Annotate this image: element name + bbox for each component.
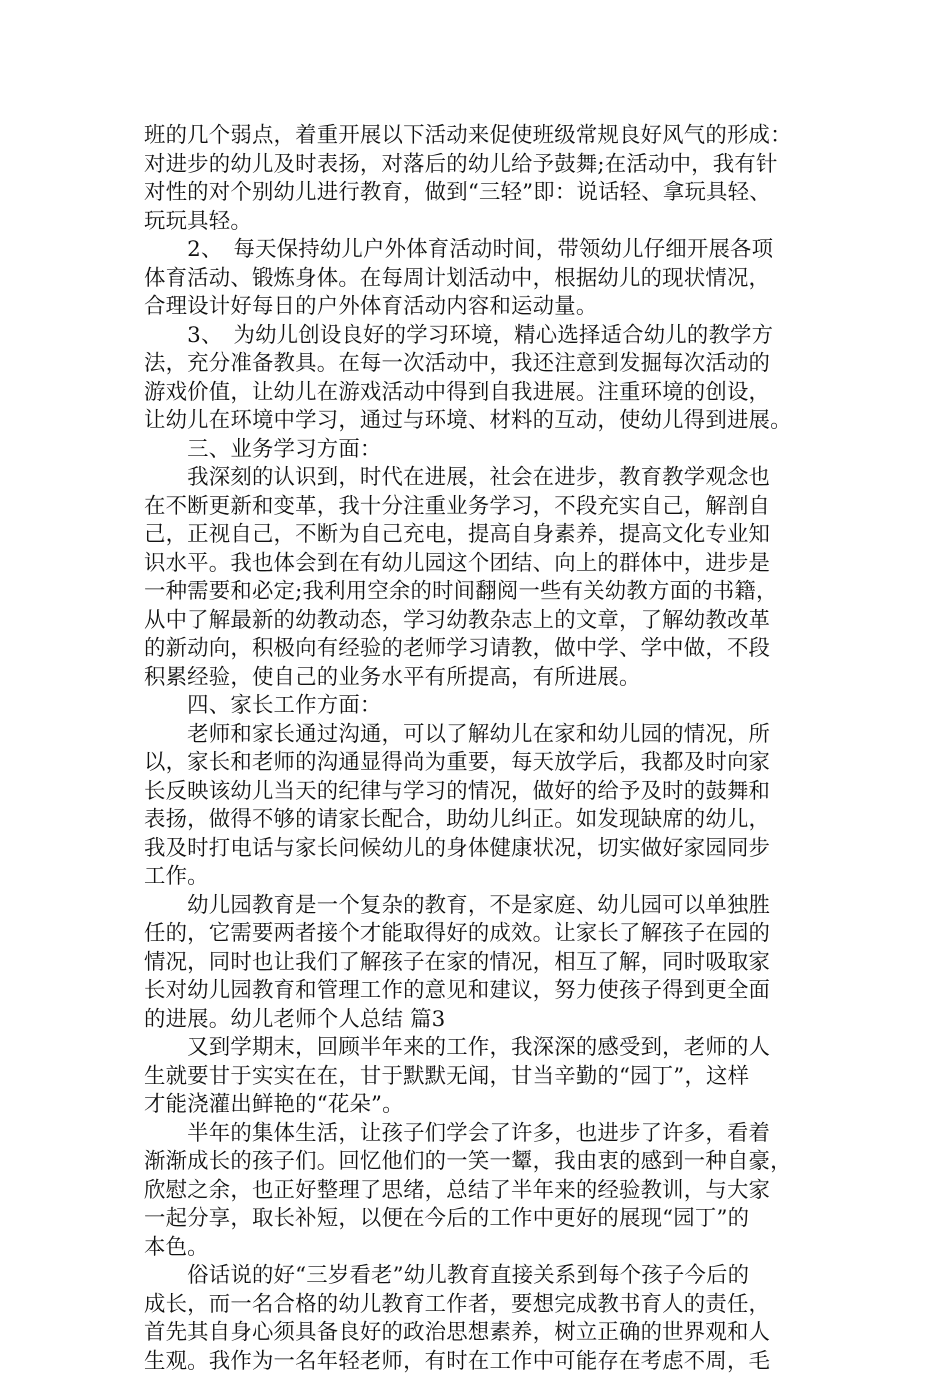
text-line: 情况，同时也让我们了解孩子在家的情况，相互了解，同时吸取家 <box>144 949 814 978</box>
body-text <box>144 122 814 1376</box>
text-line: 体育活动、锻炼身体。在每周计划活动中，根据幼儿的现状情况， <box>144 265 814 294</box>
text-line: 工作。 <box>144 863 814 892</box>
text-line: 首先其自身心须具备良好的政治思想素养，树立正确的世界观和人 <box>144 1319 814 1348</box>
text-line: 老师和家长通过沟通，可以了解幼儿在家和幼儿园的情况，所 <box>144 721 814 750</box>
text-line: 合理设计好每日的户外体育活动内容和运动量。 <box>144 293 814 322</box>
text-line: 对性的对个别幼儿进行教育，做到“三轻”即：说话轻、拿玩具轻、 <box>144 179 814 208</box>
text-line: 幼儿园教育是一个复杂的教育，不是家庭、幼儿园可以单独胜 <box>144 892 814 921</box>
text-line: 半年的集体生活，让孩子们学会了许多，也进步了许多，看着 <box>144 1120 814 1149</box>
text-line: 又到学期末，回顾半年来的工作，我深深的感受到，老师的人 <box>144 1034 814 1063</box>
text-line: 生就要甘于实实在在，甘于默默无闻，甘当辛勤的“园丁”，这样 <box>144 1063 814 1092</box>
text-line: 才能浇灌出鲜艳的“花朵”。 <box>144 1091 814 1120</box>
text-line: 欣慰之余，也正好整理了思绪，总结了半年来的经验教训，与大家 <box>144 1177 814 1206</box>
text-line: 任的，它需要两者接个才能取得好的成效。让家长了解孩子在园的 <box>144 920 814 949</box>
text-line: 识水平。我也体会到在有幼儿园这个团结、向上的群体中，进步是 <box>144 550 814 579</box>
text-line: 从中了解最新的幼教动态，学习幼教杂志上的文章，了解幼教改革 <box>144 607 814 636</box>
text-line: 让幼儿在环境中学习，通过与环境、材料的互动，使幼儿得到进展。 <box>144 407 814 436</box>
text-line: 的新动向，积极向有经验的老师学习请教，做中学、学中做，不段 <box>144 635 814 664</box>
text-line: 一起分享，取长补短，以便在今后的工作中更好的展现“园丁”的 <box>144 1205 814 1234</box>
section-heading: 四、家长工作方面： <box>144 692 814 721</box>
text-line: 己，正视自己，不断为自己充电，提高自身素养，提高文化专业知 <box>144 521 814 550</box>
text-line: 表扬，做得不够的请家长配合，助幼儿纠正。如发现缺席的幼儿， <box>144 806 814 835</box>
text-line: 一种需要和必定;我利用空余的时间翻阅一些有关幼教方面的书籍， <box>144 578 814 607</box>
text-line: 法，充分准备教具。在每一次活动中，我还注意到发掘每次活动的 <box>144 350 814 379</box>
text-line: 本色。 <box>144 1234 814 1263</box>
text-line: 在不断更新和变革，我十分注重业务学习，不段充实自己，解剖自 <box>144 493 814 522</box>
text-line: 以，家长和老师的沟通显得尚为重要，每天放学后，我都及时向家 <box>144 749 814 778</box>
text-line: 的进展。幼儿老师个人总结 篇3 <box>144 1006 814 1035</box>
text-line: 对进步的幼儿及时表扬，对落后的幼儿给予鼓舞;在活动中，我有针 <box>144 151 814 180</box>
text-line: 俗话说的好“三岁看老”幼儿教育直接关系到每个孩子今后的 <box>144 1262 814 1291</box>
text-line: 我及时打电话与家长问候幼儿的身体健康状况，切实做好家园同步 <box>144 835 814 864</box>
text-line: 长反映该幼儿当天的纪律与学习的情况，做好的给予及时的鼓舞和 <box>144 778 814 807</box>
section-heading: 三、业务学习方面： <box>144 436 814 465</box>
text-line: 渐渐成长的孩子们。回忆他们的一笑一颦，我由衷的感到一种自豪， <box>144 1148 814 1177</box>
text-line: 班的几个弱点，着重开展以下活动来促使班级常规良好风气的形成： <box>144 122 814 151</box>
text-line: 成长，而一名合格的幼儿教育工作者，要想完成教书育人的责任， <box>144 1291 814 1320</box>
text-line: 我深刻的认识到，时代在进展，社会在进步，教育教学观念也 <box>144 464 814 493</box>
text-line: 生观。我作为一名年轻老师，有时在工作中可能存在考虑不周，毛 <box>144 1348 814 1376</box>
text-line: 游戏价值，让幼儿在游戏活动中得到自我进展。注重环境的创设， <box>144 379 814 408</box>
text-line: 长对幼儿园教育和管理工作的意见和建议，努力使孩子得到更全面 <box>144 977 814 1006</box>
text-line: 3、 为幼儿创设良好的学习环境，精心选择适合幼儿的教学方 <box>144 322 814 351</box>
text-line: 积累经验，使自己的业务水平有所提高，有所进展。 <box>144 664 814 693</box>
text-line: 2、 每天保持幼儿户外体育活动时间，带领幼儿仔细开展各项 <box>144 236 814 265</box>
text-line: 玩玩具轻。 <box>144 208 814 237</box>
